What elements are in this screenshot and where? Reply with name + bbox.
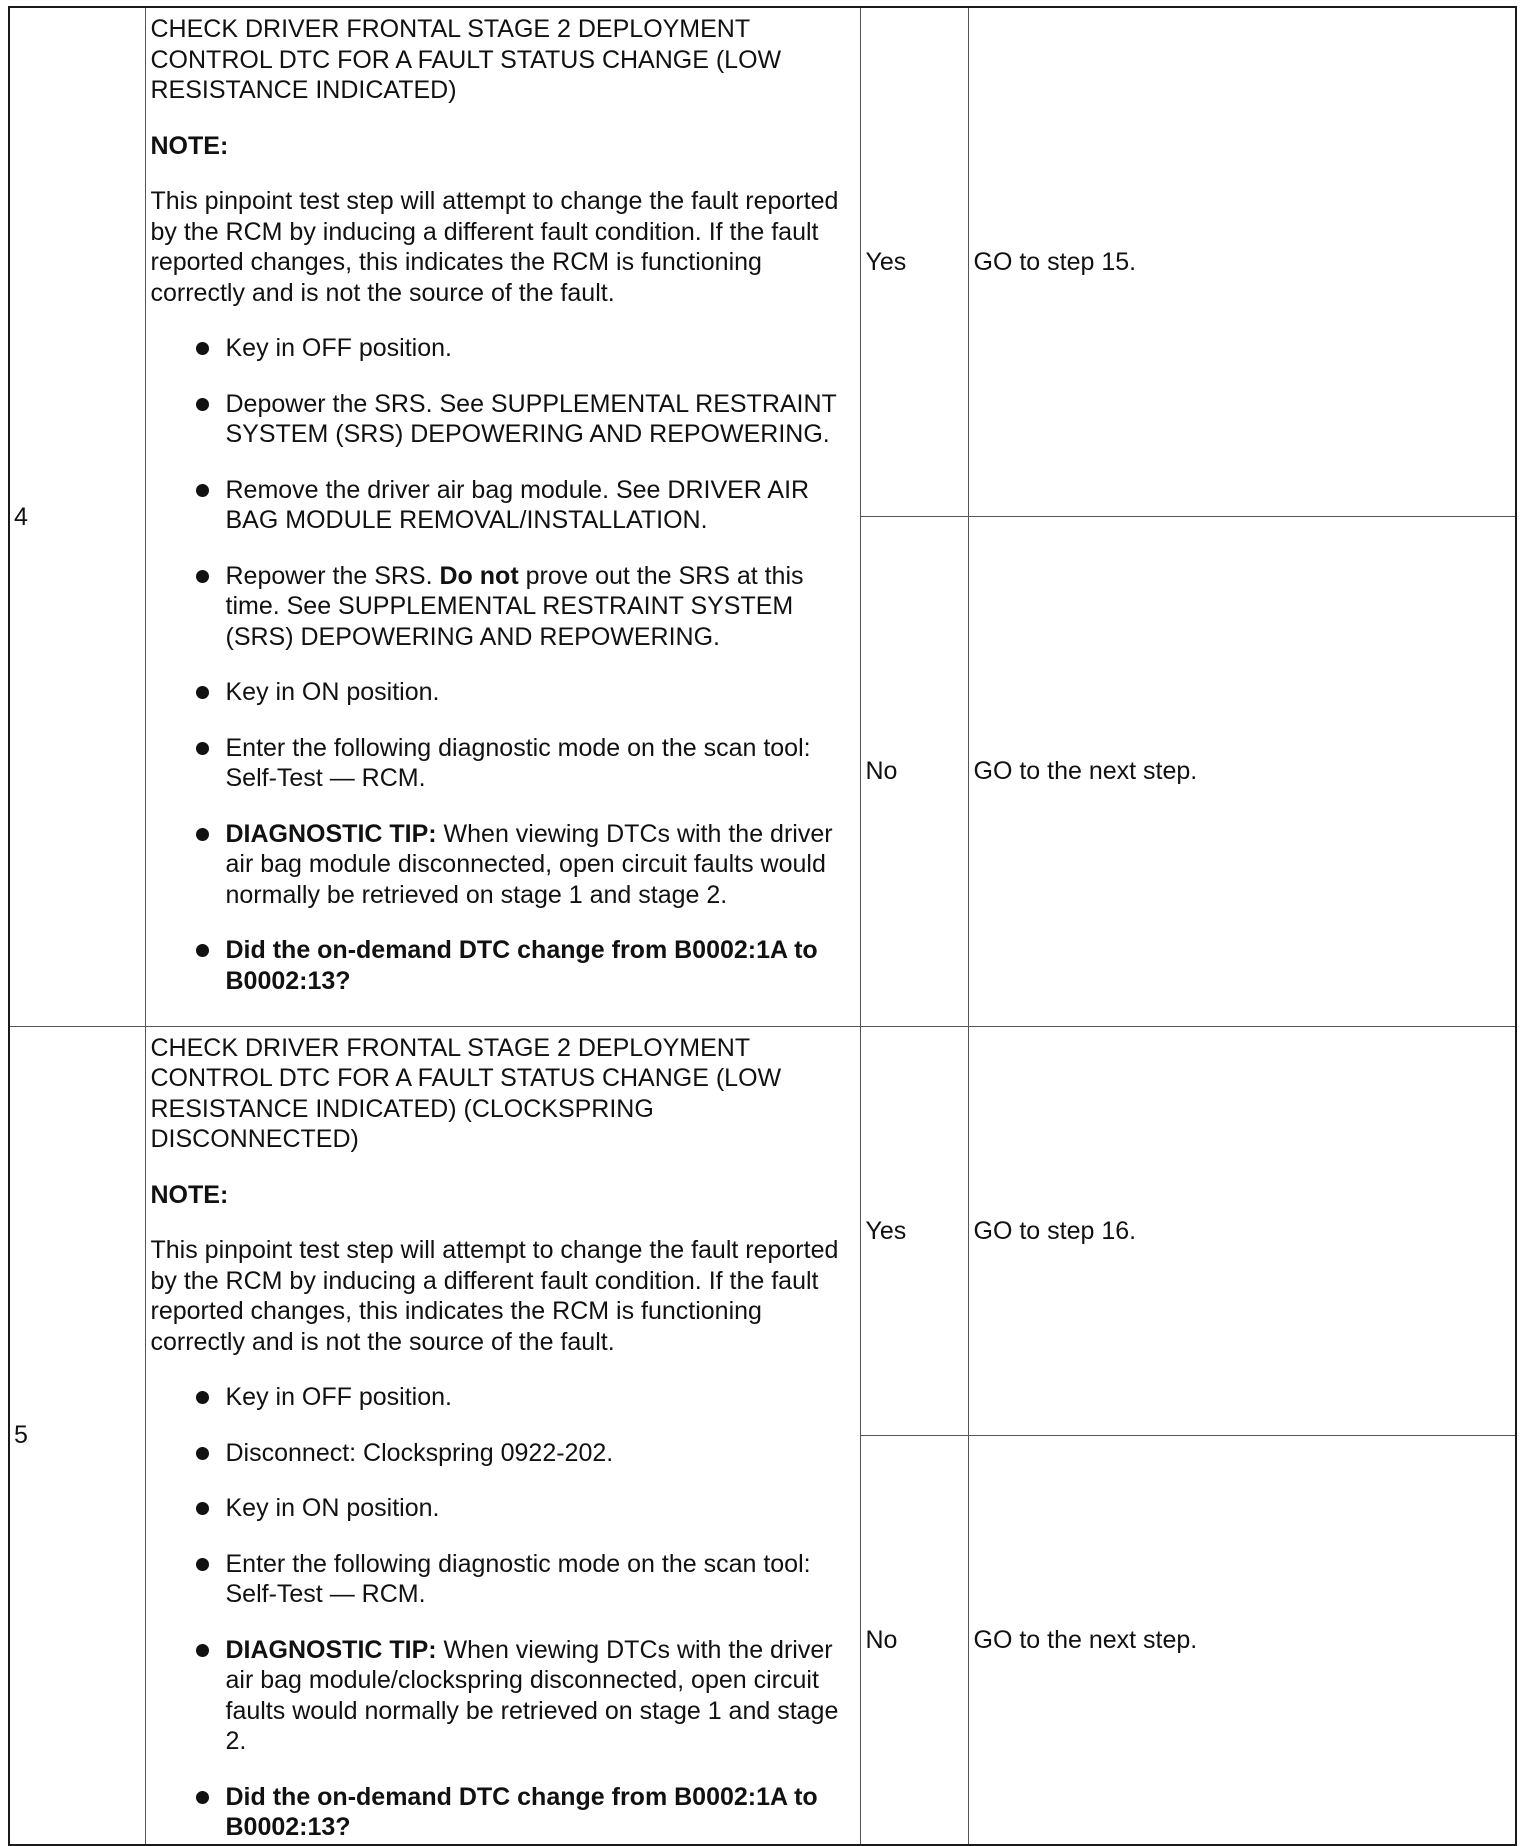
list-item: Remove the driver air bag module. See DRIVER AIR BAG MODULE REMOVAL/INSTALLATION.	[196, 475, 854, 536]
diagnostic-tip-text: When viewing DTCs with the driver air bag module/clockspring disconnected, open circuit faults would normally be retrieved on stage 1 and stage 2.	[225, 1635, 839, 1755]
action-list	[151, 333, 854, 996]
step-action-cell	[145, 1026, 860, 1845]
list-item-emphasis: Do not	[439, 561, 519, 590]
yes-label: Yes	[860, 7, 968, 516]
step-title: CHECK DRIVER FRONTAL STAGE 2 DEPLOYMENT CONTROL DTC FOR A FAULT STATUS CHANGE (LOW RESISTANCE INDICATED) (CLOCKSPRING DISCONNECTED)	[150, 1033, 782, 1153]
yes-result-link[interactable]: GO to step 16.	[968, 1026, 1516, 1436]
list-item-text: prove out the SRS at this time. See SUPPLEMENTAL RESTRAINT SYSTEM (SRS) DEPOWERING AND REPOWERING.	[225, 561, 804, 651]
note-label: NOTE:	[150, 1180, 229, 1209]
no-label: No	[860, 1436, 968, 1845]
diagnostic-tip-label: DIAGNOSTIC TIP:	[225, 1635, 437, 1664]
step-4-yes-row	[9, 7, 1516, 516]
step-action-cell	[145, 7, 860, 1026]
list-item: Key in ON position.	[196, 1493, 854, 1524]
step-question: Did the on-demand DTC change from B0002:1A to B0002:13?	[196, 935, 854, 996]
yes-result-link[interactable]: GO to step 15.	[968, 7, 1516, 516]
diagnostic-tip-label: DIAGNOSTIC TIP:	[225, 819, 437, 848]
note-label: NOTE:	[150, 131, 229, 160]
note-text: This pinpoint test step will attempt to change the fault reported by the RCM by inducing a different fault condition. If the fault reported changes, this indicates the RCM is functioning correctly and is not the source of the fault.	[150, 1236, 839, 1356]
list-item: Disconnect: Clockspring 0922-202.	[196, 1438, 854, 1469]
list-item: Enter the following diagnostic mode on the scan tool: Self-Test — RCM.	[196, 733, 854, 794]
note-text: This pinpoint test step will attempt to change the fault reported by the RCM by inducing a different fault condition. If the fault reported changes, this indicates the RCM is functioning correctly and is not the source of the fault.	[150, 187, 839, 307]
no-result-link[interactable]: GO to the next step.	[968, 1436, 1516, 1845]
action-list	[151, 1382, 854, 1843]
list-item	[196, 561, 854, 653]
no-label: No	[860, 516, 968, 1026]
step-title: CHECK DRIVER FRONTAL STAGE 2 DEPLOYMENT CONTROL DTC FOR A FAULT STATUS CHANGE (LOW RESISTANCE INDICATED)	[150, 15, 782, 104]
yes-label: Yes	[860, 1026, 968, 1436]
list-item: Depower the SRS. See SUPPLEMENTAL RESTRAINT SYSTEM (SRS) DEPOWERING AND REPOWERING.	[196, 389, 854, 450]
pinpoint-test-table	[8, 6, 1517, 1846]
step-number: 4	[9, 7, 145, 1026]
step-number: 5	[9, 1026, 145, 1845]
diagnostic-tip-text: When viewing DTCs with the driver air bag module disconnected, open circuit faults would normally be retrieved on stage 1 and stage 2.	[225, 819, 833, 909]
list-item-text: Repower the SRS.	[225, 561, 440, 590]
no-result-link[interactable]: GO to the next step.	[968, 516, 1516, 1026]
list-item	[196, 1635, 854, 1757]
step-question: Did the on-demand DTC change from B0002:1A to B0002:13?	[196, 1782, 854, 1843]
list-item: Key in OFF position.	[196, 1382, 854, 1413]
list-item: Key in ON position.	[196, 677, 854, 708]
step-5-yes-row	[9, 1026, 1516, 1436]
list-item	[196, 819, 854, 911]
list-item: Key in OFF position.	[196, 333, 854, 364]
list-item: Enter the following diagnostic mode on the scan tool: Self-Test — RCM.	[196, 1549, 854, 1610]
